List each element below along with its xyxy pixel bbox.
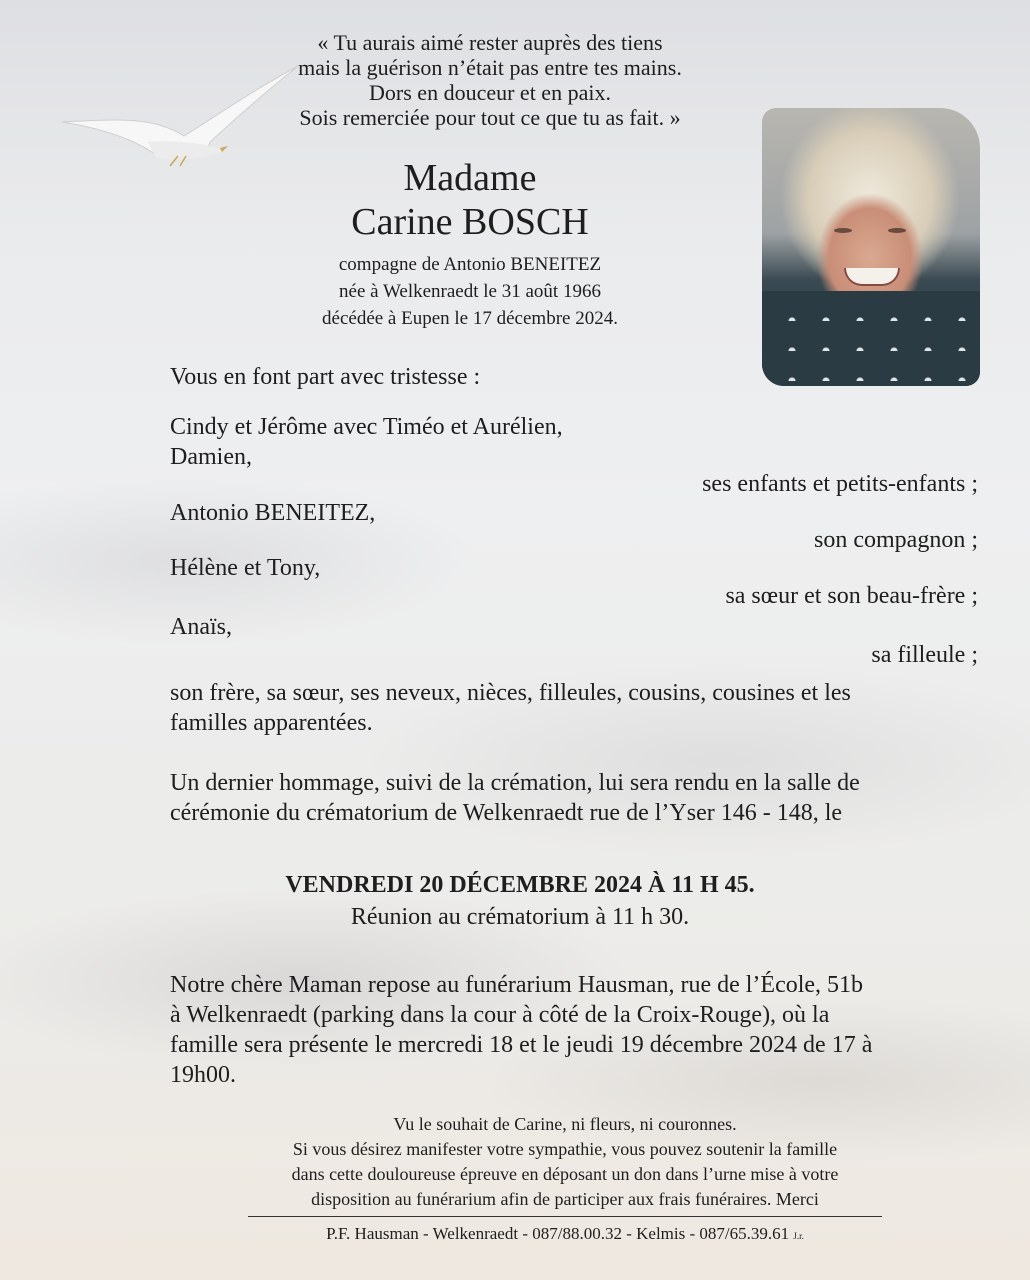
family-relation: son compagnon ;: [814, 527, 978, 553]
deceased-details: [260, 251, 680, 332]
poem-verse: [240, 30, 740, 130]
other-relatives: [170, 678, 980, 738]
final-note-line: Si vous désirez manifester votre sympathie, vous pouvez soutenir la famille: [292, 1139, 838, 1159]
family-relation: sa sœur et son beau-frère ;: [725, 583, 978, 609]
ceremony-line: cérémonie du crématorium de Welkenraedt rue de l’Yser 146 - 148, le: [170, 800, 843, 826]
ceremony-date: VENDREDI 20 DÉCEMBRE 2024 À 11 H 45.: [285, 872, 755, 898]
family-names: [170, 412, 980, 472]
final-note-line: dans cette douloureuse épreuve en déposant un don dans l’urne mise à votre: [291, 1164, 839, 1184]
family-names: Hélène et Tony,: [170, 555, 321, 581]
funerarium-line: Notre chère Maman repose au funérarium Hausman, rue de l’École, 51b: [170, 972, 864, 998]
family-relation: ses enfants et petits-enfants ;: [702, 471, 978, 497]
portrait-photo: [762, 108, 980, 386]
funerarium-line: 19h00.: [170, 1062, 236, 1088]
family-names: Antonio BENEITEZ,: [170, 500, 376, 526]
other-relatives-line: son frère, sa sœur, ses neveux, nièces, filleules, cousins, cousines et les: [170, 680, 851, 706]
final-note-line: Vu le souhait de Carine, ni fleurs, ni couronnes.: [393, 1114, 737, 1134]
funerarium-info: [170, 970, 980, 1090]
family-relation: sa filleule ;: [871, 642, 978, 668]
salutation: Madame: [403, 157, 537, 199]
funerarium-line: à Welkenraedt (parking dans la cour à côté de la Croix-Rouge), où la: [170, 1002, 830, 1028]
footer-mark: J.r.: [793, 1231, 804, 1241]
funeral-home-footer: [248, 1222, 882, 1248]
final-note: [200, 1112, 930, 1212]
final-note-line: disposition au funérarium afin de participer aux frais funéraires. Merci: [311, 1189, 819, 1209]
announcement: Vous en font part avec tristesse :: [170, 364, 481, 390]
family-name-line: Damien,: [170, 444, 252, 470]
other-relatives-line: familles apparentées.: [170, 710, 373, 736]
family-names: Anaïs,: [170, 614, 232, 640]
birth-line: née à Welkenraedt le 31 août 1966: [339, 281, 601, 302]
poem-line: « Tu aurais aimé rester auprès des tiens: [317, 30, 663, 55]
funerarium-line: famille sera présente le mercredi 18 et le jeudi 19 décembre 2024 de 17 à: [170, 1032, 873, 1058]
poem-line: Sois remerciée pour tout ce que tu as fait. »: [299, 105, 681, 130]
family-name-line: Cindy et Jérôme avec Timéo et Aurélien,: [170, 414, 563, 440]
footer-divider: [248, 1216, 882, 1217]
ceremony-info: [170, 768, 980, 828]
footer-text: P.F. Hausman - Welkenraedt - 087/88.00.32 - Kelmis - 087/65.39.61: [326, 1224, 790, 1243]
partner-line: compagne de Antonio BENEITEZ: [338, 254, 602, 275]
death-line: décédée à Eupen le 17 décembre 2024.: [322, 308, 618, 329]
deceased-name: Carine BOSCH: [351, 201, 589, 243]
poem-line: mais la guérison n’était pas entre tes mains.: [298, 55, 682, 80]
meeting-time: Réunion au crématorium à 11 h 30.: [350, 904, 690, 930]
poem-line: Dors en douceur et en paix.: [369, 80, 611, 105]
ceremony-line: Un dernier hommage, suivi de la crémation, lui sera rendu en la salle de: [170, 770, 860, 796]
